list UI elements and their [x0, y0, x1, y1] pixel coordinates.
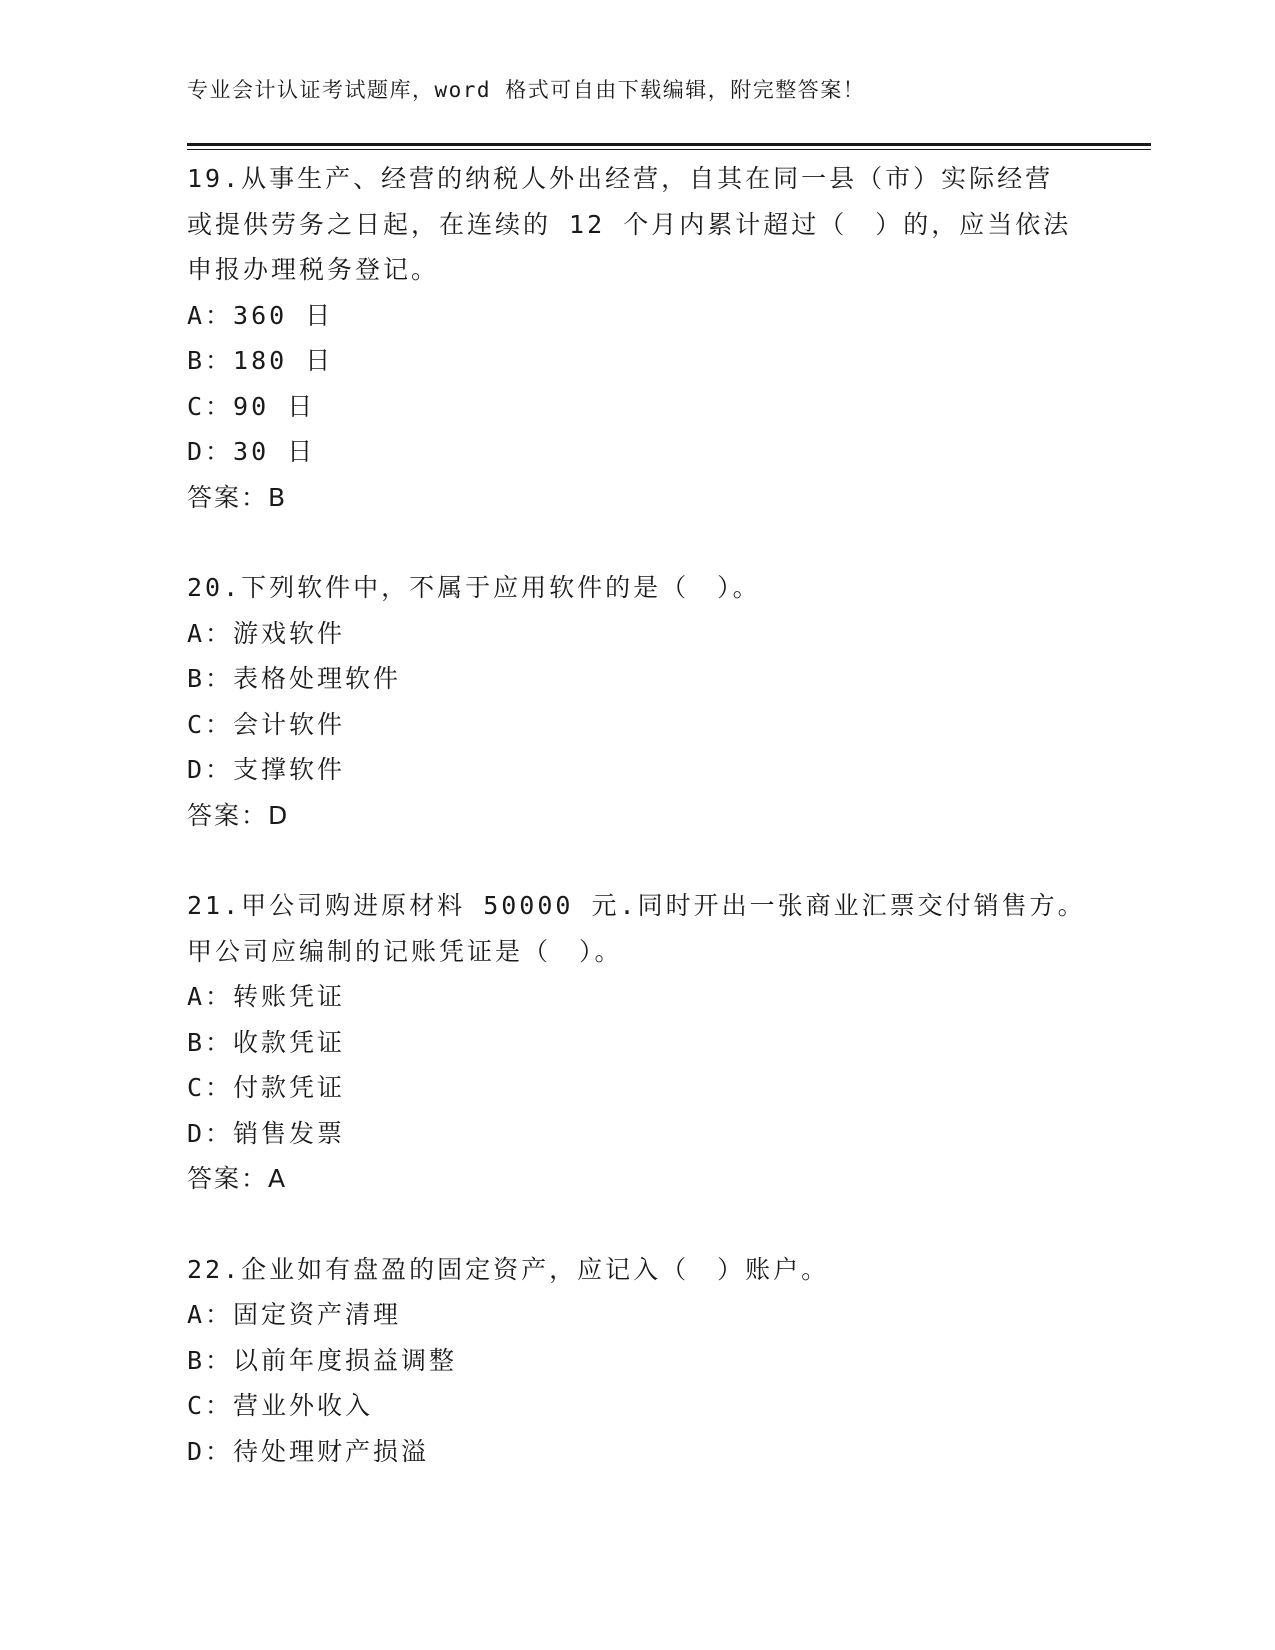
spacer	[187, 1202, 1087, 1247]
answer-line: 答案：A	[187, 1164, 288, 1193]
option-b: B：表格处理软件	[187, 664, 402, 693]
option-b: B：180 日	[187, 346, 334, 375]
option-b: B：收款凭证	[187, 1027, 346, 1057]
option-d: D：支撑软件	[187, 755, 346, 784]
header-note: 专业会计认证考试题库，word 格式可自由下载编辑，附完整答案！	[187, 78, 866, 102]
option-c: C：营业外收入	[187, 1391, 374, 1420]
answer-line: 答案：B	[187, 482, 288, 512]
option-a: A：360 日	[187, 300, 334, 330]
question-20	[187, 565, 1087, 838]
question-stem: 申报办理税务登记。	[187, 255, 440, 284]
option-a: A：固定资产清理	[187, 1300, 402, 1329]
option-a: A：转账凭证	[187, 982, 346, 1011]
option-d: D：销售发票	[187, 1118, 346, 1148]
question-stem: 19.从事生产、经营的纳税人外出经营，自其在同一县（市）实际经营	[187, 164, 1054, 193]
question-22	[187, 1247, 1087, 1475]
question-stem: 或提供劳务之日起，在连续的 12 个月内累计超过（ ）的，应当依法	[187, 209, 1072, 239]
question-stem: 22.企业如有盘盈的固定资产，应记入（ ）账户。	[187, 1254, 830, 1284]
option-d: D：30 日	[187, 437, 316, 466]
question-stem: 20.下列软件中，不属于应用软件的是（ ）。	[187, 573, 761, 602]
question-stem: 甲公司应编制的记账凭证是（ ）。	[187, 936, 623, 966]
spacer	[187, 520, 1087, 565]
header-divider-thick	[187, 143, 1151, 146]
option-b: B：以前年度损益调整	[187, 1345, 458, 1375]
option-c: C：会计软件	[187, 709, 346, 739]
spacer	[187, 838, 1087, 883]
header-divider-thin	[187, 149, 1151, 150]
answer-line: 答案：D	[187, 800, 290, 830]
question-stem: 21.甲公司购进原材料 50000 元.同时开出一张商业汇票交付销售方。	[187, 891, 1086, 920]
question-21	[187, 883, 1087, 1202]
option-c: C：90 日	[187, 391, 316, 421]
option-a: A：游戏软件	[187, 618, 346, 648]
option-c: C：付款凭证	[187, 1073, 346, 1102]
question-19	[187, 156, 1087, 520]
option-d: D：待处理财产损溢	[187, 1436, 430, 1466]
question-list	[187, 156, 1087, 1474]
